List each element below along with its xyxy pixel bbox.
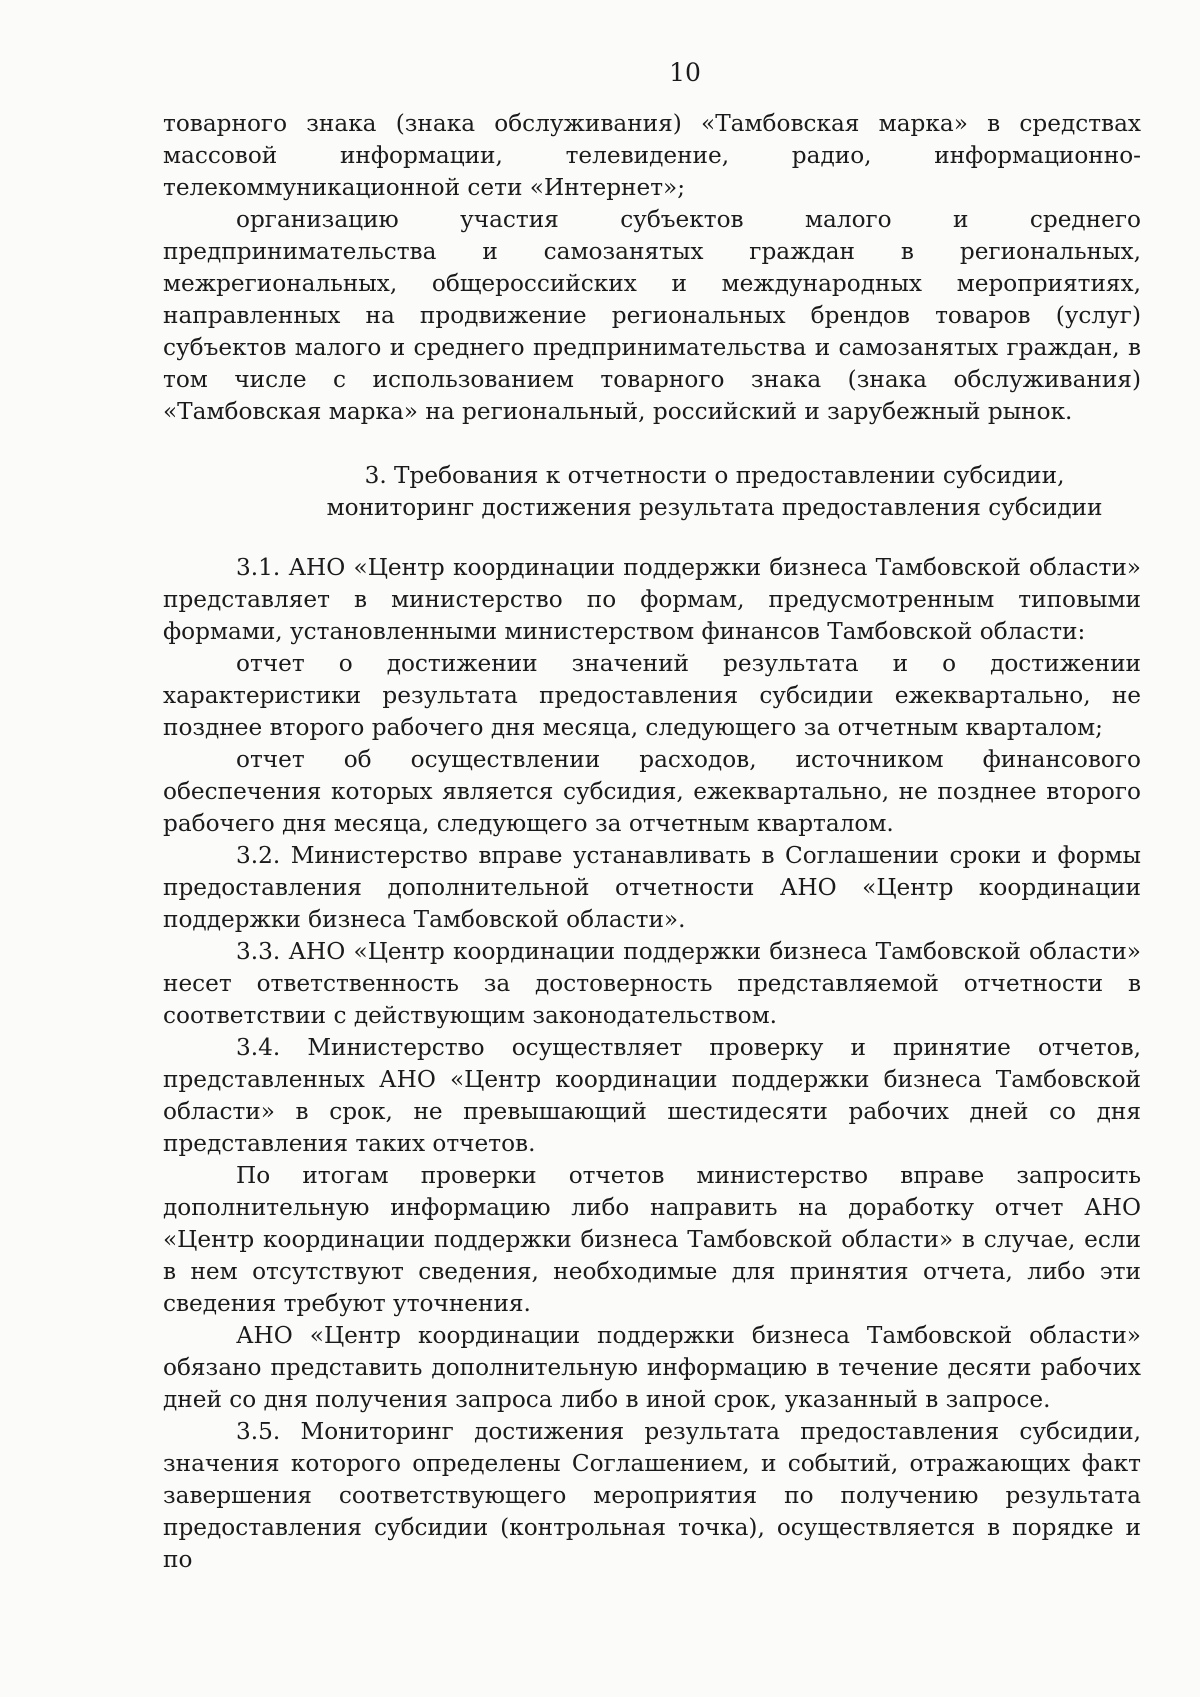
paragraph: 3.1. АНО «Центр координации поддержки бизнеса Тамбовской области» представляет в министерство по формам, предусмотренным типовыми формами, установленными министерством финансов Тамбовской области: xyxy=(163,554,1141,645)
paragraph: отчет о достижении значений результата и о достижении характеристики результата предоставления субсидии ежеквартально, не позднее второго рабочего дня месяца, следующего за отчетным кварталом; xyxy=(163,650,1141,741)
paragraph: АНО «Центр координации поддержки бизнеса Тамбовской области» обязано представить дополнительную информацию в течение десяти рабочих дней со дня получения запроса либо в иной срок, указанный в запросе. xyxy=(163,1322,1141,1413)
paragraph: 3.2. Министерство вправе устанавливать в Соглашении сроки и формы предоставления дополнительной отчетности АНО «Центр координации поддержки бизнеса Тамбовской области». xyxy=(163,842,1141,933)
paragraph: отчет об осуществлении расходов, источником финансового обеспечения которых является субсидия, ежеквартально, не позднее второго рабочего дня месяца, следующего за отчетным кварталом. xyxy=(163,746,1141,837)
paragraph: организацию участия субъектов малого и среднего предпринимательства и самозанятых граждан в региональных, межрегиональных, общероссийских и международных мероприятиях, направленных на продвижение региональных брендов товаров (услуг) субъектов малого и среднего предпринимательства и самозанятых граждан, в том числе с использованием товарного знака (знака обслуживания) «Тамбовская марка» на региональный, российский и зарубежный рынок. xyxy=(163,206,1141,425)
paragraph: 3.4. Министерство осуществляет проверку и принятие отчетов, представленных АНО «Центр координации поддержки бизнеса Тамбовской области» в срок, не превышающий шестидесяти рабочих дней со дня представления таких отчетов. xyxy=(163,1034,1141,1157)
document-body xyxy=(163,108,1141,1576)
section-heading xyxy=(288,460,1141,524)
section-heading-line: 3. Требования к отчетности о предоставлении субсидии, xyxy=(364,462,1065,489)
paragraph: По итогам проверки отчетов министерство вправе запросить дополнительную информацию либо направить на доработку отчет АНО «Центр координации поддержки бизнеса Тамбовской области» в случае, если в нем отсутствуют сведения, необходимые для принятия отчета, либо эти сведения требуют уточнения. xyxy=(163,1162,1141,1317)
paragraph: 3.5. Мониторинг достижения результата предоставления субсидии, значения которого определены Соглашением, и событий, отражающих факт завершения соответствующего мероприятия по получению результата предоставления субсидии (контрольная точка), осуществляется в порядке и по xyxy=(163,1418,1141,1573)
page-number: 10 xyxy=(669,58,701,87)
section-heading-line: мониторинг достижения результата предоставления субсидии xyxy=(326,494,1103,521)
paragraph: 3.3. АНО «Центр координации поддержки бизнеса Тамбовской области» несет ответственность за достоверность представляемой отчетности в соответствии с действующим законодательством. xyxy=(163,938,1141,1029)
paragraph: товарного знака (знака обслуживания) «Тамбовская марка» в средствах массовой информации, телевидение, радио, информационно-телекоммуникационной сети «Интернет»; xyxy=(163,110,1141,201)
